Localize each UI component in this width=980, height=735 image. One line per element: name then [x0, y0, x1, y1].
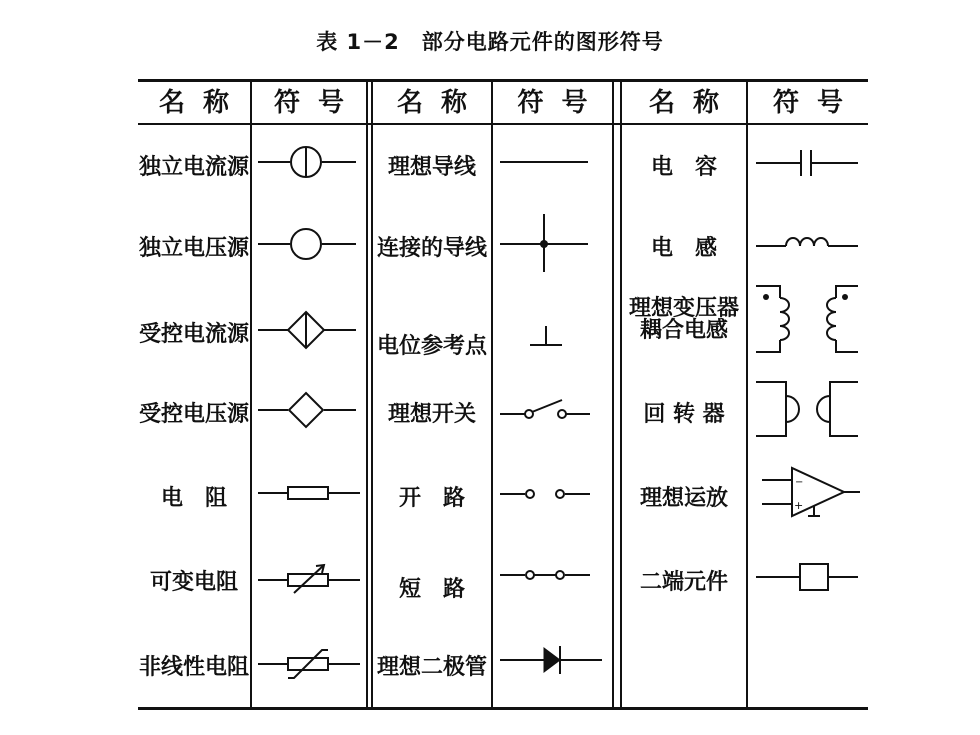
header-symbol-2: 符号 — [517, 88, 606, 118]
divider-3 — [746, 80, 748, 708]
name-ideal-diode: 理想二极管 — [376, 654, 487, 680]
name-ideal-transformer: 理想变压器 — [628, 295, 739, 321]
header-name-3: 名称 — [648, 88, 737, 118]
ideal-switch-icon — [500, 396, 592, 426]
name-variable-resistor: 可变电阻 — [149, 569, 238, 595]
header-symbol-1: 符号 — [273, 88, 362, 118]
op-amp-icon — [762, 466, 862, 520]
name-voltage-source: 独立电压源 — [138, 235, 249, 261]
header-name-1: 名称 — [158, 88, 247, 118]
name-controlled-voltage-source: 受控电压源 — [138, 401, 249, 427]
name-inductor: 电 感 — [650, 235, 717, 261]
name-two-terminal-element: 二端元件 — [639, 569, 728, 595]
group-divider-a — [366, 80, 368, 708]
table-caption: 表 1－2 部分电路元件的图形符号 — [316, 30, 664, 54]
ideal-diode-icon — [500, 640, 604, 680]
name-capacitor: 电 容 — [650, 154, 717, 180]
two-terminal-element-icon — [756, 560, 860, 594]
name-controlled-current-source: 受控电流源 — [138, 321, 249, 347]
reference-point-icon — [528, 324, 564, 350]
name-nonlinear-resistor: 非线性电阻 — [138, 654, 249, 680]
transformer-icon — [756, 282, 860, 358]
name-ideal-switch: 理想开关 — [387, 401, 476, 427]
voltage-source-icon — [258, 226, 358, 262]
header-name-2: 名称 — [396, 88, 485, 118]
name-reference-point: 电位参考点 — [376, 333, 487, 359]
current-source-icon — [258, 144, 358, 180]
group-divider-c — [612, 80, 614, 708]
name-ideal-wire: 理想导线 — [387, 154, 476, 180]
svg-text:+: + — [794, 499, 804, 512]
gyrator-icon — [756, 380, 860, 438]
open-circuit-icon — [500, 482, 592, 506]
name-current-source: 独立电流源 — [138, 154, 249, 180]
controlled-voltage-source-icon — [258, 390, 358, 430]
nonlinear-resistor-icon — [258, 644, 362, 684]
bottom-rule — [138, 707, 868, 710]
connected-wires-icon — [500, 214, 590, 274]
divider-2 — [491, 80, 493, 708]
inductor-icon — [756, 226, 860, 256]
short-circuit-icon — [500, 563, 592, 587]
header-symbol-3: 符号 — [772, 88, 861, 118]
svg-text:−: − — [795, 477, 804, 488]
ideal-wire-icon — [500, 154, 590, 170]
resistor-icon — [258, 480, 362, 506]
variable-resistor-icon — [258, 560, 362, 600]
capacitor-icon — [756, 146, 860, 180]
name-op-amp: 理想运放 — [639, 485, 728, 511]
name-open-circuit: 开 路 — [398, 485, 465, 511]
controlled-current-source-icon — [258, 310, 358, 350]
name-connected-wires: 连接的导线 — [376, 235, 487, 261]
name-resistor: 电 阻 — [160, 485, 227, 511]
name-gyrator: 回 转 器 — [643, 401, 725, 427]
name-short-circuit: 短 路 — [398, 576, 465, 602]
name-coupled-inductor: 耦合电感 — [639, 317, 728, 343]
